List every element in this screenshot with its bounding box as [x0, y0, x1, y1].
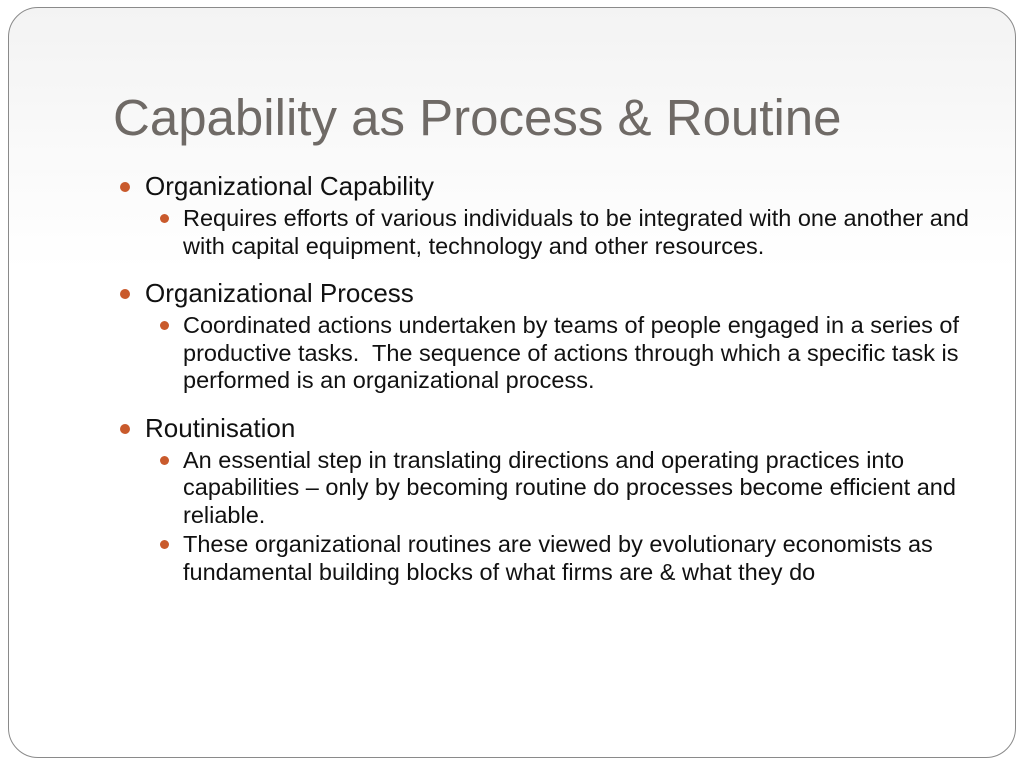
sub-bullet-dot-icon [160, 540, 169, 549]
bullet-dot-icon [120, 424, 130, 434]
bullet-item-routinisation [113, 413, 983, 587]
sub-bullet-dot-icon [160, 321, 169, 330]
sub-bullet-item [145, 447, 983, 530]
sub-bullet-list [145, 312, 983, 395]
sub-bullet-dot-icon [160, 214, 169, 223]
sub-bullet-dot-icon [160, 456, 169, 465]
sub-bullet-item [145, 531, 983, 586]
sub-bullet-item [145, 312, 983, 395]
sub-bullet-text: These organizational routines are viewed by evolutionary economists as fundamental building blocks of what firms are & what they do [183, 531, 940, 585]
bullet-item-organizational-process [113, 278, 983, 395]
sub-bullet-list [145, 447, 983, 587]
bullet-heading: Organizational Process [145, 278, 414, 308]
slide [8, 7, 1016, 758]
bullet-dot-icon [120, 289, 130, 299]
sub-bullet-text: An essential step in translating directions and operating practices into capabilities – only by becoming routine do processes become efficient and reliable. [183, 446, 963, 528]
bullet-item-organizational-capability [113, 171, 983, 260]
bullet-heading: Routinisation [145, 412, 296, 443]
sub-bullet-item [145, 205, 983, 260]
sub-bullet-text: Coordinated actions undertaken by teams of people engaged in a series of productive tasks. The sequence of actions through which a specific task is performed is an organizational process. [183, 312, 966, 393]
sub-bullet-list [145, 205, 983, 260]
slide-title: Capability as Process & Routine [113, 89, 842, 146]
bullet-dot-icon [120, 182, 130, 192]
bullet-list [113, 171, 983, 588]
bullet-heading: Organizational Capability [145, 171, 435, 201]
sub-bullet-text: Requires efforts of various individuals to be integrated with one another and with capital equipment, technology and other resources. [183, 205, 976, 259]
